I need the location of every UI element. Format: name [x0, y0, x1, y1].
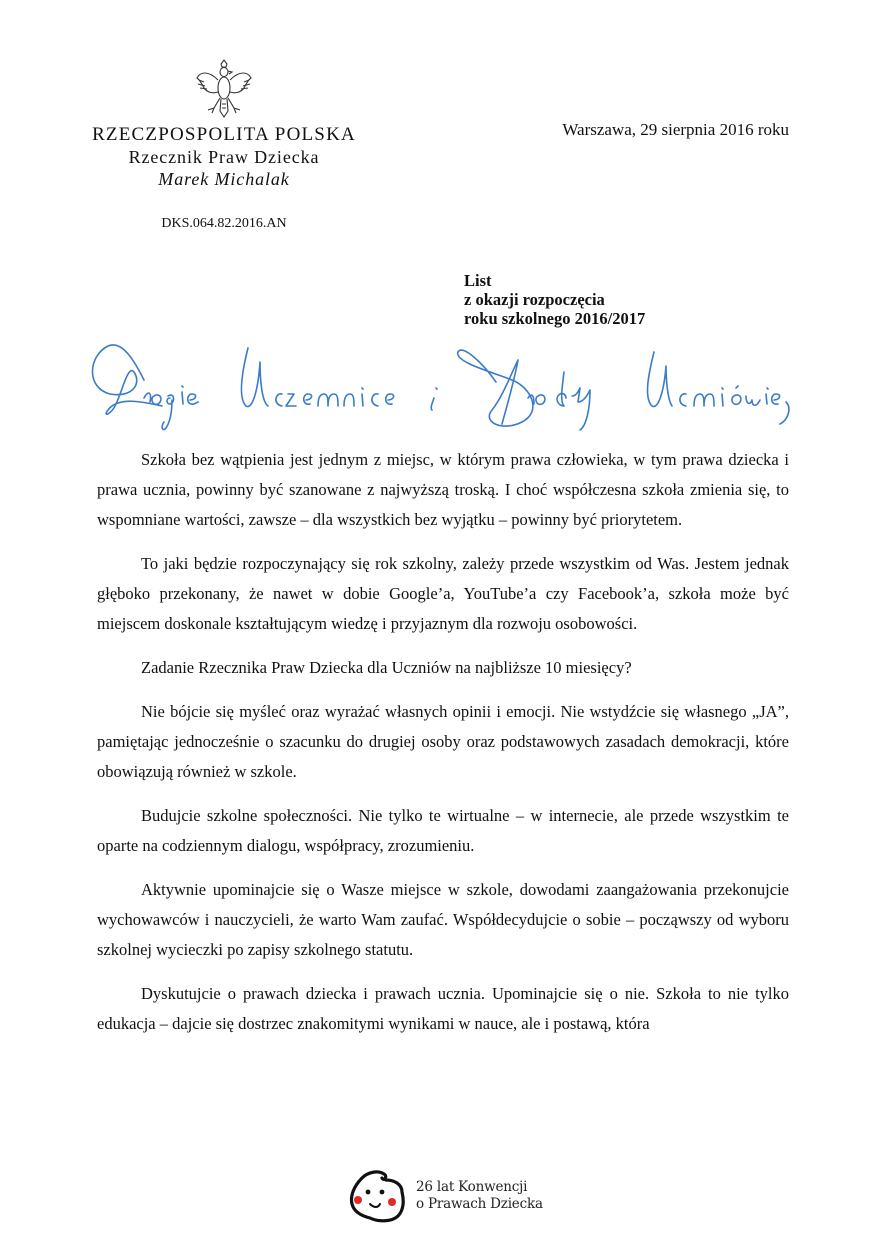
paragraph: Szkoła bez wątpienia jest jednym z miejsc, w którym prawa człowieka, w tym prawa dziecka i prawa ucznia, powinny być szanowane z najwyższą troską. I choć współczesna szkoła zmienia się, to wspomniane wartości, zawsze – dla wszystkich bez wyjątku – powinny być priorytetem. — [97, 450, 789, 529]
handwritten-salutation — [82, 332, 802, 442]
title-line-2: z okazji rozpoczęcia — [464, 290, 605, 309]
place-and-date: Warszawa, 29 sierpnia 2016 roku — [562, 120, 789, 139]
convention-anniversary-logo — [348, 1168, 548, 1224]
reference-number: DKS.064.82.2016.AN — [161, 216, 287, 231]
paragraph: To jaki będzie rozpoczynający się rok szkolny, zależy przede wszystkim od Was. Jestem jednak głęboko przekonany, że nawet w dobie Google’a, YouTube’a czy Facebook’a, szkoła może być miejscem doskonale kształtującym wiedzę i przyjaznym dla rozwoju osobowości. — [97, 554, 789, 633]
poland-map-face-icon — [348, 1168, 410, 1224]
organization-name: RZECZPOSPOLITA POLSKA — [92, 124, 356, 145]
handwriting-signature-strokes — [82, 332, 802, 442]
polish-eagle-emblem-icon — [194, 58, 254, 120]
footer-line-1: 26 lat Konwencji — [416, 1179, 528, 1195]
official-name: Marek Michalak — [158, 169, 290, 189]
office-name: Rzecznik Praw Dziecka — [128, 147, 320, 167]
letter-title — [464, 271, 645, 328]
title-line-3: roku szkolnego 2016/2017 — [464, 309, 646, 328]
letter-body — [97, 445, 789, 1053]
title-line-1: List — [464, 271, 492, 290]
paragraph: Dyskutujcie o prawach dziecka i prawach ucznia. Upominajcie się o nie. Szkoła to nie tylko edukacja – dajcie się dostrzec znakomitymi wynikami w nauce, ale i postawą, która — [97, 984, 789, 1033]
footer-caption — [416, 1179, 543, 1213]
paragraph: Budujcie szkolne społeczności. Nie tylko te wirtualne – w internecie, ale przede wszystkim te oparte na codziennym dialogu, współpracy, zrozumieniu. — [97, 806, 789, 855]
paragraph: Aktywnie upominajcie się o Wasze miejsce w szkole, dowodami zaangażowania przekonujcie wychowawców i nauczycieli, że warto Wam zaufać. Współdecydujcie o sobie – począwszy od wyboru szkolnej wycieczki po zapisy szkolnego statutu. — [97, 880, 789, 959]
issuer-block — [88, 124, 360, 191]
footer-line-2: o Prawach Dziecka — [416, 1196, 543, 1212]
paragraph: Zadanie Rzecznika Praw Dziecka dla Uczniów na najbliższe 10 miesięcy? — [141, 658, 632, 677]
paragraph: Nie bójcie się myśleć oraz wyrażać własnych opinii i emocji. Nie wstydźcie się własnego „JA”, pamiętając jednocześnie o szacunku do drugiej osoby oraz podstawowych zasadach demokracji, które obowiązują również w szkole. — [97, 702, 789, 781]
